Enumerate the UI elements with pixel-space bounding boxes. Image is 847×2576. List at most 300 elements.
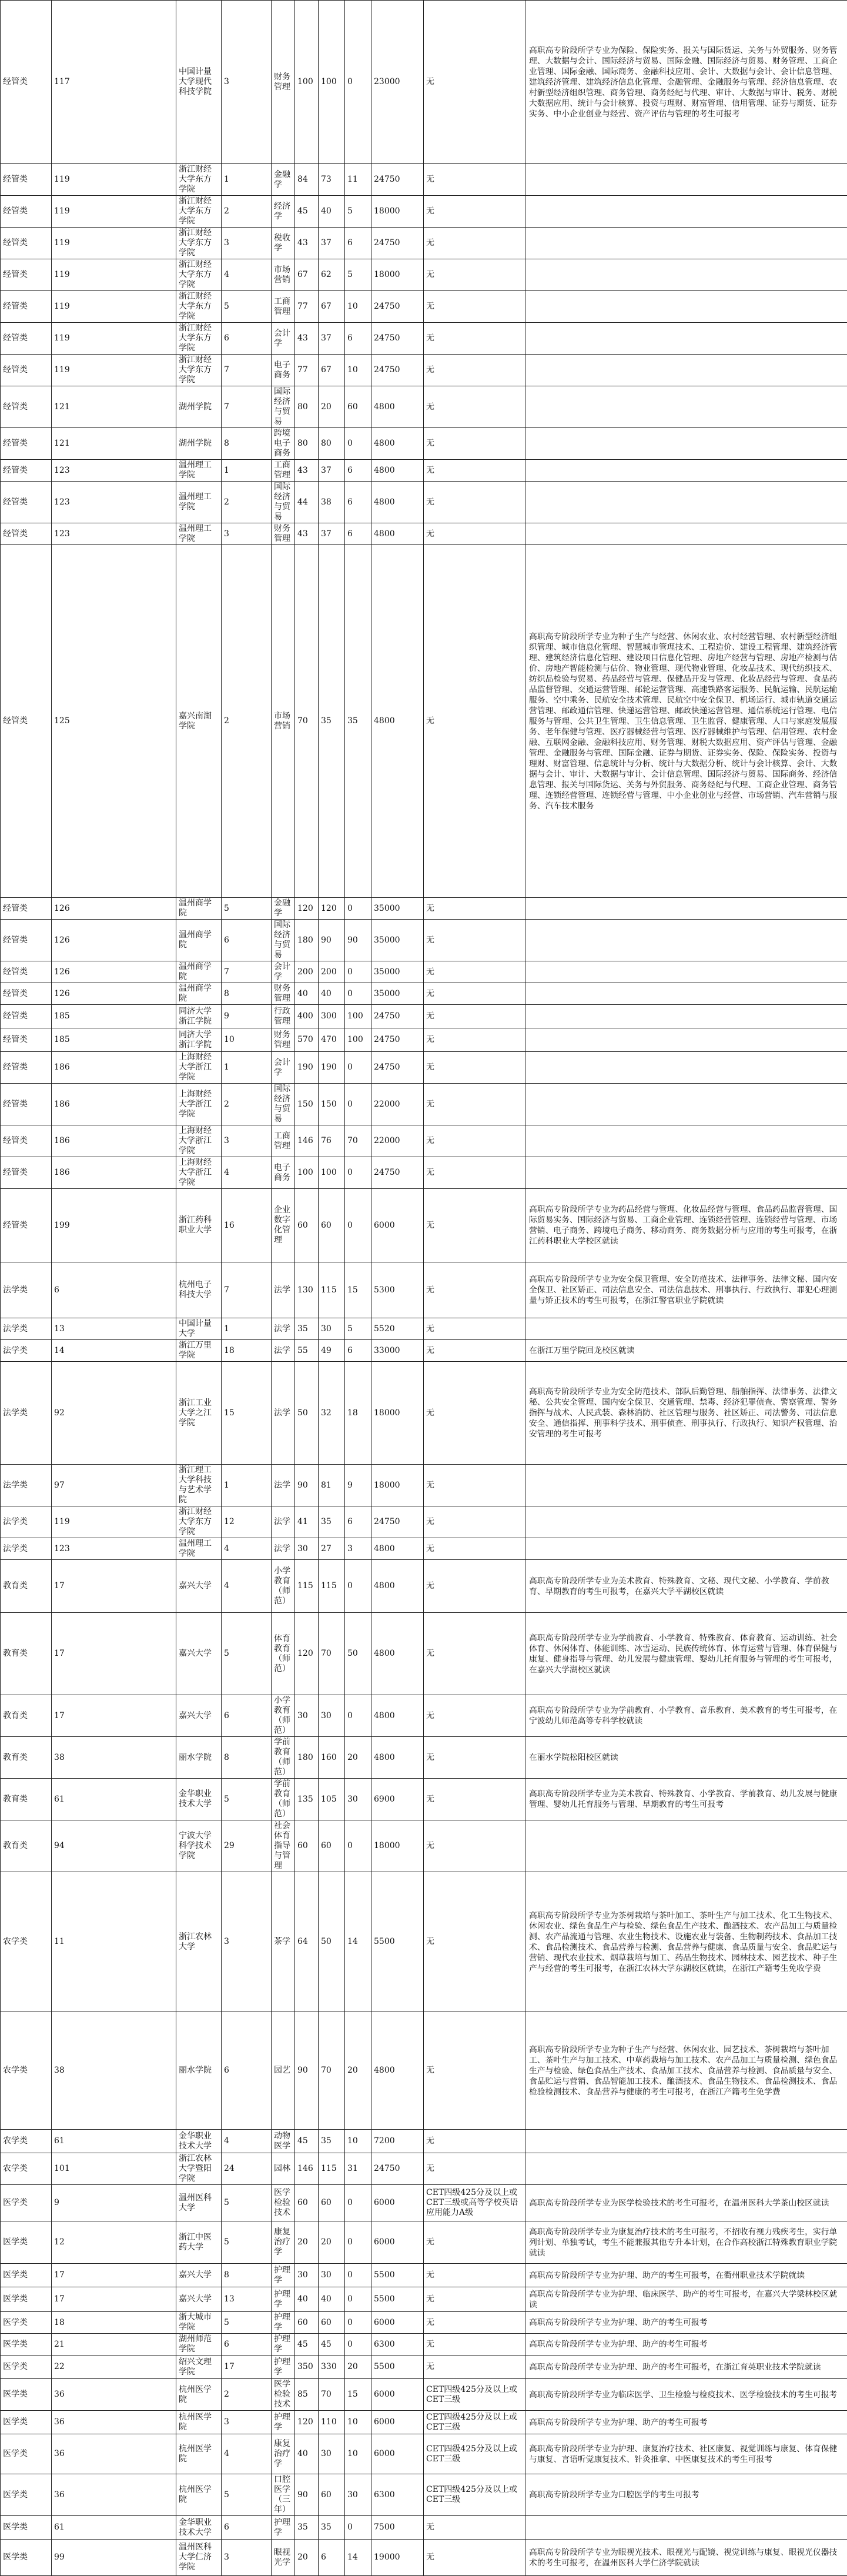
tuition-cell: 18000 bbox=[371, 1820, 424, 1872]
major-name-cell: 法学 bbox=[272, 1465, 295, 1506]
tuition-cell: 4800 bbox=[371, 386, 424, 428]
major-code-cell: 5 bbox=[222, 2312, 272, 2334]
plan-count-cell: 146 bbox=[295, 1125, 319, 1157]
category-cell: 法学类 bbox=[1, 1506, 52, 1538]
school-code-cell: 199 bbox=[52, 1189, 176, 1262]
category-cell: 经管类 bbox=[1, 961, 52, 983]
school-name-cell: 浙江万里学院 bbox=[176, 1340, 222, 1362]
tuition-cell: 24750 bbox=[371, 291, 424, 323]
vacancy-count-cell: 50 bbox=[345, 1613, 371, 1695]
requirement-cell: CET四级425分及以上或CET三级 bbox=[424, 2474, 525, 2516]
school-code-cell: 126 bbox=[52, 961, 176, 983]
school-code-cell: 61 bbox=[52, 2130, 176, 2153]
requirement-cell: 无 bbox=[424, 1779, 525, 1820]
remark-cell: 在浙江万里学院回龙校区就读 bbox=[525, 1340, 847, 1362]
tuition-cell: 22000 bbox=[371, 1084, 424, 1125]
category-cell: 经管类 bbox=[1, 386, 52, 428]
table-row bbox=[1, 2012, 847, 2130]
vacancy-count-cell: 10 bbox=[345, 2411, 371, 2434]
table-row bbox=[1, 898, 847, 920]
requirement-cell: 无 bbox=[424, 2516, 525, 2540]
vacancy-count-cell: 5 bbox=[345, 259, 371, 291]
tuition-cell: 24750 bbox=[371, 355, 424, 386]
filled-count-cell: 38 bbox=[319, 482, 345, 523]
school-name-cell: 温州商学院 bbox=[176, 898, 222, 920]
filled-count-cell: 32 bbox=[319, 1362, 345, 1465]
tuition-cell: 6000 bbox=[371, 2379, 424, 2411]
remark-cell: 高职高专阶段所学专业为护理、助产的考生可报考，在浙江育英职业技术学院就读 bbox=[525, 2356, 847, 2379]
school-name-cell: 金华职业技术大学 bbox=[176, 2130, 222, 2153]
school-name-cell: 浙江财经大学东方学院 bbox=[176, 196, 222, 228]
table-row bbox=[1, 2379, 847, 2411]
school-code-cell: 121 bbox=[52, 386, 176, 428]
major-name-cell: 法学 bbox=[272, 1318, 295, 1340]
major-name-cell: 学前教育（师范） bbox=[272, 1737, 295, 1779]
plan-count-cell: 67 bbox=[295, 259, 319, 291]
school-name-cell: 上海财经大学浙江学院 bbox=[176, 1125, 222, 1157]
plan-count-cell: 90 bbox=[295, 2474, 319, 2516]
category-cell: 医学类 bbox=[1, 2287, 52, 2312]
major-code-cell: 5 bbox=[222, 898, 272, 920]
major-code-cell: 1 bbox=[222, 164, 272, 196]
remark-cell bbox=[525, 460, 847, 482]
school-code-cell: 38 bbox=[52, 2012, 176, 2130]
tuition-cell: 4800 bbox=[371, 1560, 424, 1613]
category-cell: 经管类 bbox=[1, 983, 52, 1005]
major-name-cell: 园林 bbox=[272, 2153, 295, 2185]
major-name-cell: 金融学 bbox=[272, 898, 295, 920]
table-row bbox=[1, 1465, 847, 1506]
school-code-cell: 119 bbox=[52, 323, 176, 355]
vacancy-count-cell: 6 bbox=[345, 1506, 371, 1538]
school-name-cell: 上海财经大学浙江学院 bbox=[176, 1157, 222, 1189]
filled-count-cell: 30 bbox=[319, 2264, 345, 2287]
requirement-cell: 无 bbox=[424, 1125, 525, 1157]
school-code-cell: 36 bbox=[52, 2434, 176, 2474]
tuition-cell: 24750 bbox=[371, 2153, 424, 2185]
school-code-cell: 101 bbox=[52, 2153, 176, 2185]
requirement-cell: 无 bbox=[424, 1, 525, 164]
category-cell: 经管类 bbox=[1, 291, 52, 323]
category-cell: 农学类 bbox=[1, 2153, 52, 2185]
filled-count-cell: 35 bbox=[319, 1506, 345, 1538]
school-code-cell: 94 bbox=[52, 1820, 176, 1872]
school-code-cell: 11 bbox=[52, 1872, 176, 2012]
filled-count-cell: 40 bbox=[319, 196, 345, 228]
school-name-cell: 浙江财经大学东方学院 bbox=[176, 355, 222, 386]
table-row bbox=[1, 2130, 847, 2153]
school-code-cell: 36 bbox=[52, 2411, 176, 2434]
remark-cell bbox=[525, 1052, 847, 1084]
tuition-cell: 24750 bbox=[371, 1157, 424, 1189]
plan-count-cell: 55 bbox=[295, 1340, 319, 1362]
requirement-cell: 无 bbox=[424, 1028, 525, 1052]
major-name-cell: 财务管理 bbox=[272, 523, 295, 545]
plan-count-cell: 120 bbox=[295, 2411, 319, 2434]
filled-count-cell: 100 bbox=[319, 1157, 345, 1189]
requirement-cell: 无 bbox=[424, 961, 525, 983]
major-name-cell: 电子商务 bbox=[272, 355, 295, 386]
major-code-cell: 9 bbox=[222, 1005, 272, 1028]
table-row bbox=[1, 1318, 847, 1340]
remark-cell: 高职高专阶段所学专业为种子生产与经营、休闲农业、园艺技术、茶树栽培与茶叶加工、茶叶生产与加工技术、中草药栽培与加工技术、农产品加工与质量检测、绿色食品生产与检验、绿色食品生产技术、食品加工技术、食品营养与检测、食品质量与安全、食品贮运与营销、食品智能加工技术、酿酒技术、食品生物技术、食品检测技术、食品检验检测技术、食品营养与健康的考生可报考，在浙江产籍考生免学费 bbox=[525, 2012, 847, 2130]
vacancy-count-cell: 20 bbox=[345, 2356, 371, 2379]
filled-count-cell: 67 bbox=[319, 291, 345, 323]
major-name-cell: 金融学 bbox=[272, 164, 295, 196]
major-code-cell: 4 bbox=[222, 1157, 272, 1189]
table-row bbox=[1, 428, 847, 460]
vacancy-count-cell: 0 bbox=[345, 1157, 371, 1189]
tuition-cell: 4800 bbox=[371, 428, 424, 460]
remark-cell bbox=[525, 2153, 847, 2185]
school-code-cell: 6 bbox=[52, 1262, 176, 1318]
filled-count-cell: 30 bbox=[319, 1695, 345, 1737]
filled-count-cell: 70 bbox=[319, 2379, 345, 2411]
major-name-cell: 护理学 bbox=[272, 2356, 295, 2379]
category-cell: 法学类 bbox=[1, 1262, 52, 1318]
plan-count-cell: 100 bbox=[295, 1, 319, 164]
table-row bbox=[1, 1506, 847, 1538]
requirement-cell: 无 bbox=[424, 291, 525, 323]
table-row bbox=[1, 2312, 847, 2334]
category-cell: 教育类 bbox=[1, 1560, 52, 1613]
plan-count-cell: 77 bbox=[295, 355, 319, 386]
requirement-cell: 无 bbox=[424, 545, 525, 898]
table-row bbox=[1, 2221, 847, 2264]
filled-count-cell: 90 bbox=[319, 920, 345, 961]
tuition-cell: 4800 bbox=[371, 545, 424, 898]
requirement-cell: 无 bbox=[424, 355, 525, 386]
filled-count-cell: 35 bbox=[319, 2516, 345, 2540]
major-name-cell: 法学 bbox=[272, 1506, 295, 1538]
school-code-cell: 38 bbox=[52, 1737, 176, 1779]
vacancy-count-cell: 0 bbox=[345, 983, 371, 1005]
school-name-cell: 温州理工学院 bbox=[176, 460, 222, 482]
tuition-cell: 6000 bbox=[371, 2411, 424, 2434]
school-name-cell: 嘉兴大学 bbox=[176, 2287, 222, 2312]
requirement-cell: 无 bbox=[424, 1052, 525, 1084]
major-name-cell: 国际经济与贸易 bbox=[272, 1084, 295, 1125]
major-code-cell: 4 bbox=[222, 1538, 272, 1560]
school-code-cell: 13 bbox=[52, 1318, 176, 1340]
school-code-cell: 61 bbox=[52, 1779, 176, 1820]
filled-count-cell: 76 bbox=[319, 1125, 345, 1157]
major-code-cell: 8 bbox=[222, 1737, 272, 1779]
plan-count-cell: 30 bbox=[295, 1538, 319, 1560]
tuition-cell: 24750 bbox=[371, 323, 424, 355]
filled-count-cell: 40 bbox=[319, 983, 345, 1005]
category-cell: 经管类 bbox=[1, 1084, 52, 1125]
category-cell: 医学类 bbox=[1, 2540, 52, 2576]
vacancy-count-cell: 14 bbox=[345, 2540, 371, 2576]
table-row bbox=[1, 1262, 847, 1318]
vacancy-count-cell: 10 bbox=[345, 2434, 371, 2474]
tuition-cell: 24750 bbox=[371, 1028, 424, 1052]
school-code-cell: 18 bbox=[52, 2312, 176, 2334]
filled-count-cell: 37 bbox=[319, 228, 345, 259]
requirement-cell: 无 bbox=[424, 228, 525, 259]
vacancy-count-cell: 6 bbox=[345, 323, 371, 355]
major-code-cell: 24 bbox=[222, 2153, 272, 2185]
plan-count-cell: 45 bbox=[295, 196, 319, 228]
major-name-cell: 会计学 bbox=[272, 1052, 295, 1084]
remark-cell bbox=[525, 1005, 847, 1028]
major-code-cell: 6 bbox=[222, 920, 272, 961]
school-code-cell: 119 bbox=[52, 164, 176, 196]
school-name-cell: 浙江农林大学暨阳学院 bbox=[176, 2153, 222, 2185]
vacancy-count-cell: 60 bbox=[345, 386, 371, 428]
category-cell: 教育类 bbox=[1, 1779, 52, 1820]
remark-cell: 高职高专阶段所学专业为护理、助产的考生可报考 bbox=[525, 2312, 847, 2334]
major-name-cell: 护理学 bbox=[272, 2312, 295, 2334]
table-row bbox=[1, 1028, 847, 1052]
filled-count-cell: 50 bbox=[319, 1872, 345, 2012]
school-name-cell: 金华职业技术大学 bbox=[176, 2516, 222, 2540]
tuition-cell: 22000 bbox=[371, 1125, 424, 1157]
school-name-cell: 湖州师范学院 bbox=[176, 2334, 222, 2356]
vacancy-count-cell: 10 bbox=[345, 2130, 371, 2153]
table-row bbox=[1, 2474, 847, 2516]
filled-count-cell: 35 bbox=[319, 2130, 345, 2153]
remark-cell bbox=[525, 1318, 847, 1340]
vacancy-count-cell: 0 bbox=[345, 2287, 371, 2312]
plan-count-cell: 90 bbox=[295, 2012, 319, 2130]
remark-cell bbox=[525, 323, 847, 355]
major-code-cell: 5 bbox=[222, 1613, 272, 1695]
requirement-cell: 无 bbox=[424, 1820, 525, 1872]
vacancy-count-cell: 0 bbox=[345, 961, 371, 983]
major-code-cell: 29 bbox=[222, 1820, 272, 1872]
category-cell: 经管类 bbox=[1, 1028, 52, 1052]
filled-count-cell: 60 bbox=[319, 2185, 345, 2221]
school-code-cell: 186 bbox=[52, 1125, 176, 1157]
filled-count-cell: 150 bbox=[319, 1084, 345, 1125]
school-name-cell: 浙江财经大学东方学院 bbox=[176, 228, 222, 259]
plan-count-cell: 60 bbox=[295, 1189, 319, 1262]
remark-cell bbox=[525, 291, 847, 323]
remark-cell bbox=[525, 1465, 847, 1506]
requirement-cell: 无 bbox=[424, 983, 525, 1005]
major-name-cell: 企业数字化管理 bbox=[272, 1189, 295, 1262]
major-code-cell: 8 bbox=[222, 983, 272, 1005]
vacancy-count-cell: 30 bbox=[345, 2474, 371, 2516]
major-name-cell: 工商管理 bbox=[272, 460, 295, 482]
major-name-cell: 茶学 bbox=[272, 1872, 295, 2012]
requirement-cell: 无 bbox=[424, 2221, 525, 2264]
school-code-cell: 123 bbox=[52, 523, 176, 545]
remark-cell: 在丽水学院松阳校区就读 bbox=[525, 1737, 847, 1779]
major-code-cell: 5 bbox=[222, 291, 272, 323]
tuition-cell: 35000 bbox=[371, 920, 424, 961]
category-cell: 教育类 bbox=[1, 1695, 52, 1737]
major-code-cell: 2 bbox=[222, 2379, 272, 2411]
remark-cell: 高职高专阶段所学专业为临床医学、卫生检验与检疫技术、医学检验技术的考生可报考 bbox=[525, 2379, 847, 2411]
table-row bbox=[1, 2287, 847, 2312]
major-name-cell: 眼视光学 bbox=[272, 2540, 295, 2576]
filled-count-cell: 37 bbox=[319, 523, 345, 545]
school-code-cell: 9 bbox=[52, 2185, 176, 2221]
school-code-cell: 17 bbox=[52, 1560, 176, 1613]
plan-count-cell: 43 bbox=[295, 228, 319, 259]
filled-count-cell: 30 bbox=[319, 1318, 345, 1340]
school-code-cell: 92 bbox=[52, 1362, 176, 1465]
requirement-cell: 无 bbox=[424, 1084, 525, 1125]
category-cell: 医学类 bbox=[1, 2356, 52, 2379]
remark-cell: 高职高专阶段所学专业为保险、保险实务、报关与国际货运、关务与外贸服务、财务管理、大数据与会计、国际经济与贸易、国际金融、国际经济与贸易、财务管理、工商企业管理、国际金融、国际商务、金融科技应用、会计、大数据与会计、会计信息管理、建筑经济管理、建筑经济信息化管理、金融管理、金融服务与管理、经济信息管理、农村新型经济组织管理、商务管理、商务经纪与代理、审计、大数据与审计、税务、财税大数据应用、统计与会计核算、投资与理财、财富管理、信用管理、证券与期货、证券实务、中小企业创业与经营、资产评估与管理的考生可报考 bbox=[525, 1, 847, 164]
major-code-cell: 4 bbox=[222, 1560, 272, 1613]
school-name-cell: 浙江药科职业大学 bbox=[176, 1189, 222, 1262]
school-code-cell: 123 bbox=[52, 460, 176, 482]
plan-count-cell: 120 bbox=[295, 1613, 319, 1695]
major-name-cell: 护理学 bbox=[272, 2264, 295, 2287]
major-code-cell: 17 bbox=[222, 2356, 272, 2379]
school-name-cell: 杭州电子科技大学 bbox=[176, 1262, 222, 1318]
remark-cell bbox=[525, 482, 847, 523]
remark-cell: 高职高专阶段所学专业为学前教育、小学教育、音乐教育、美术教育的考生可报考，在宁波幼儿师范高等专科学校就读 bbox=[525, 1695, 847, 1737]
plan-count-cell: 43 bbox=[295, 460, 319, 482]
school-code-cell: 12 bbox=[52, 2221, 176, 2264]
vacancy-count-cell: 100 bbox=[345, 1028, 371, 1052]
plan-count-cell: 40 bbox=[295, 2287, 319, 2312]
requirement-cell: 无 bbox=[424, 1465, 525, 1506]
table-row bbox=[1, 1779, 847, 1820]
plan-count-cell: 60 bbox=[295, 1820, 319, 1872]
table-row bbox=[1, 523, 847, 545]
table-row bbox=[1, 355, 847, 386]
major-name-cell: 康复治疗学 bbox=[272, 2221, 295, 2264]
plan-count-cell: 70 bbox=[295, 545, 319, 898]
major-code-cell: 8 bbox=[222, 428, 272, 460]
major-code-cell: 5 bbox=[222, 1779, 272, 1820]
vacancy-count-cell: 0 bbox=[345, 1084, 371, 1125]
plan-count-cell: 130 bbox=[295, 1262, 319, 1318]
major-name-cell: 财务管理 bbox=[272, 1028, 295, 1052]
filled-count-cell: 80 bbox=[319, 428, 345, 460]
plan-count-cell: 64 bbox=[295, 1872, 319, 2012]
remark-cell bbox=[525, 1084, 847, 1125]
major-name-cell: 口腔医学（三年） bbox=[272, 2474, 295, 2516]
table-row bbox=[1, 1820, 847, 1872]
plan-count-cell: 20 bbox=[295, 2221, 319, 2264]
vacancy-count-cell: 31 bbox=[345, 2153, 371, 2185]
major-name-cell: 社会体育指导与管理 bbox=[272, 1820, 295, 1872]
tuition-cell: 6000 bbox=[371, 2312, 424, 2334]
vacancy-count-cell: 0 bbox=[345, 2264, 371, 2287]
filled-count-cell: 70 bbox=[319, 2012, 345, 2130]
remark-cell bbox=[525, 1506, 847, 1538]
plan-count-cell: 180 bbox=[295, 1737, 319, 1779]
plan-count-cell: 190 bbox=[295, 1052, 319, 1084]
school-code-cell: 126 bbox=[52, 898, 176, 920]
major-name-cell: 国际经济与贸易 bbox=[272, 920, 295, 961]
vacancy-count-cell: 0 bbox=[345, 1189, 371, 1262]
table-row bbox=[1, 1872, 847, 2012]
school-name-cell: 浙江财经大学东方学院 bbox=[176, 1506, 222, 1538]
filled-count-cell: 60 bbox=[319, 2312, 345, 2334]
major-name-cell: 护理学 bbox=[272, 2287, 295, 2312]
vacancy-count-cell: 0 bbox=[345, 1, 371, 164]
major-code-cell: 6 bbox=[222, 2516, 272, 2540]
tuition-cell: 24750 bbox=[371, 228, 424, 259]
school-code-cell: 119 bbox=[52, 228, 176, 259]
category-cell: 经管类 bbox=[1, 196, 52, 228]
tuition-cell: 4800 bbox=[371, 523, 424, 545]
category-cell: 教育类 bbox=[1, 1820, 52, 1872]
plan-count-cell: 400 bbox=[295, 1005, 319, 1028]
school-code-cell: 126 bbox=[52, 920, 176, 961]
school-name-cell: 绍兴文理学院 bbox=[176, 2356, 222, 2379]
vacancy-count-cell: 70 bbox=[345, 1125, 371, 1157]
requirement-cell: 无 bbox=[424, 2540, 525, 2576]
table-row bbox=[1, 2264, 847, 2287]
remark-cell: 高职高专阶段所学专业为药品经营与管理、化妆品经营与管理、食品药品监督管理、国际贸易实务、国际经济与贸易、工商企业管理、连锁经营管理、连锁经营与管理、市场营销、电子商务、跨境电子商务、移动商务、商务数据分析与应用的考生可报考，在浙江药科职业大学校区就读 bbox=[525, 1189, 847, 1262]
table-row bbox=[1, 196, 847, 228]
school-code-cell: 119 bbox=[52, 196, 176, 228]
vacancy-count-cell: 100 bbox=[345, 1005, 371, 1028]
school-name-cell: 浙江财经大学东方学院 bbox=[176, 323, 222, 355]
tuition-cell: 35000 bbox=[371, 983, 424, 1005]
plan-count-cell: 146 bbox=[295, 2153, 319, 2185]
requirement-cell: 无 bbox=[424, 1538, 525, 1560]
plan-count-cell: 150 bbox=[295, 1084, 319, 1125]
major-code-cell: 7 bbox=[222, 961, 272, 983]
plan-count-cell: 84 bbox=[295, 164, 319, 196]
requirement-cell: 无 bbox=[424, 164, 525, 196]
category-cell: 医学类 bbox=[1, 2379, 52, 2411]
table-row bbox=[1, 323, 847, 355]
major-name-cell: 法学 bbox=[272, 1538, 295, 1560]
tuition-cell: 33000 bbox=[371, 1340, 424, 1362]
vacancy-count-cell: 6 bbox=[345, 1340, 371, 1362]
vacancy-count-cell: 0 bbox=[345, 1052, 371, 1084]
major-name-cell: 财务管理 bbox=[272, 983, 295, 1005]
table-row bbox=[1, 1737, 847, 1779]
major-code-cell: 5 bbox=[222, 2221, 272, 2264]
vacancy-count-cell: 90 bbox=[345, 920, 371, 961]
filled-count-cell: 60 bbox=[319, 2474, 345, 2516]
requirement-cell: 无 bbox=[424, 1318, 525, 1340]
table-row bbox=[1, 1125, 847, 1157]
major-name-cell: 工商管理 bbox=[272, 291, 295, 323]
plan-count-cell: 77 bbox=[295, 291, 319, 323]
major-code-cell: 4 bbox=[222, 2130, 272, 2153]
major-name-cell: 法学 bbox=[272, 1362, 295, 1465]
table-row bbox=[1, 2516, 847, 2540]
major-code-cell: 6 bbox=[222, 2012, 272, 2130]
plan-count-cell: 200 bbox=[295, 961, 319, 983]
remark-cell: 高职高专阶段所学专业为口腔医学的考生可报考 bbox=[525, 2474, 847, 2516]
filled-count-cell: 81 bbox=[319, 1465, 345, 1506]
plan-count-cell: 45 bbox=[295, 2334, 319, 2356]
major-name-cell: 会计学 bbox=[272, 323, 295, 355]
filled-count-cell: 27 bbox=[319, 1538, 345, 1560]
table-row bbox=[1, 961, 847, 983]
remark-cell bbox=[525, 898, 847, 920]
remark-cell bbox=[525, 961, 847, 983]
category-cell: 经管类 bbox=[1, 1189, 52, 1262]
school-code-cell: 186 bbox=[52, 1157, 176, 1189]
table-row bbox=[1, 920, 847, 961]
table-row bbox=[1, 2153, 847, 2185]
vacancy-count-cell: 15 bbox=[345, 1262, 371, 1318]
tuition-cell: 7500 bbox=[371, 2516, 424, 2540]
school-code-cell: 186 bbox=[52, 1052, 176, 1084]
school-name-cell: 浙江财经大学东方学院 bbox=[176, 164, 222, 196]
major-name-cell: 工商管理 bbox=[272, 1125, 295, 1157]
table-row bbox=[1, 1052, 847, 1084]
requirement-cell: 无 bbox=[424, 386, 525, 428]
remark-cell: 高职高专阶段所学专业为种子生产与经营、休闲农业、农村经营管理、农村新型经济组织管理、城市信息化管理、智慧城市管理技术、工程造价、建设工程管理、建筑经济管理、建筑经济信息化管理、建设项目信息化管理、房地产经营与管理、房地产检测与估价、房地产智能检测与估价、物业管理、现代物业管理、化妆品技术、现代纺织技术、纺织品检验与贸易、药品经营与管理、保健品开发与管理、化妆品经营与管理、食品药品监督管理、交通运营管理、邮轮运营管理、高速铁路客运服务、民航运输、民航运输服务、空中乘务、民航安全技术管理、民航空中安全保卫、机场运行、城市轨道交通运营管理、邮政通信管理、快递运营管理、邮政快递运营管理、通信系统运行管理、电信服务与管理、公共卫生管理、卫生信息管理、卫生监督、健康管理、人口与家庭发展服务、老年保健与管理、医疗器械经营与管理、医疗器械维护与管理、信用管理、农村金融、互联网金融、金融科技应用、财务管理、财税大数据应用、资产评估与管理、金融管理、金融服务与管理、国际金融、证券与期货、证券实务、保险、保险实务、投资与理财、财富管理、信息统计与分析、统计与大数据分析、统计与会计核算、会计、大数据与会计、审计、大数据与审计、会计信息管理、国际经济与贸易、国际商务、经济信息管理、报关与国际货运、关务与外贸服务、商务经纪与代理、工商企业管理、商务管理、连锁经营管理、连锁经营与管理、中小企业创业与经营、市场营销、汽车营销与服务、汽车技术服务 bbox=[525, 545, 847, 898]
